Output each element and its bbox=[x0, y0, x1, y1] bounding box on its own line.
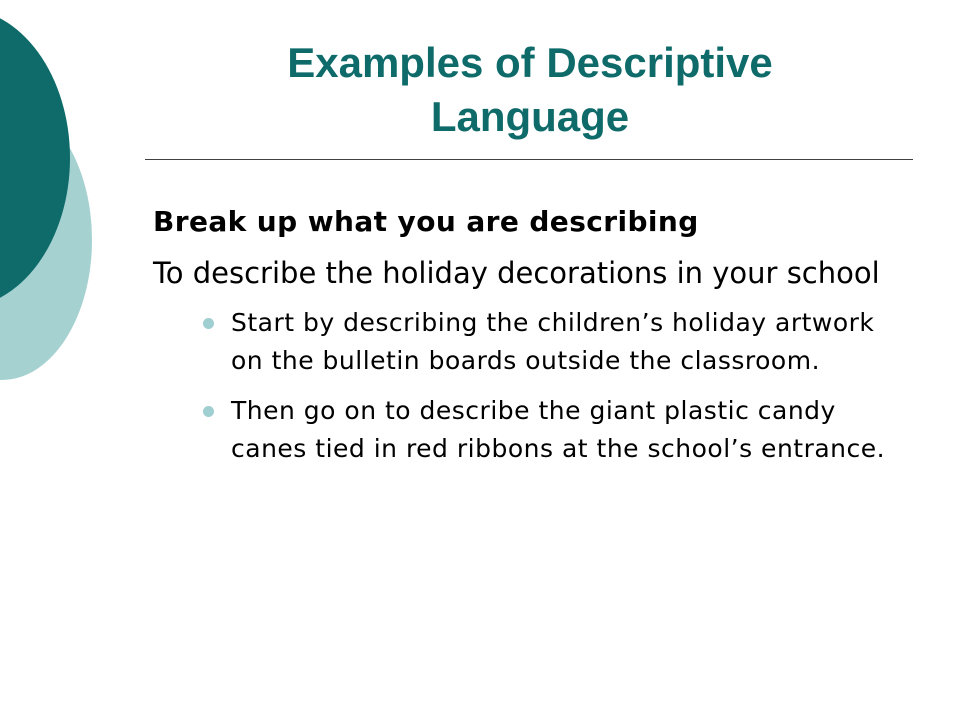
bullet-text: Then go on to describe the giant plastic candy canes tied in red ribbons at the school’s entrance. bbox=[231, 396, 886, 463]
bullet-item bbox=[203, 392, 913, 468]
bullet-item bbox=[203, 304, 913, 380]
slide-title-line-1: Examples of Descriptive bbox=[287, 39, 773, 86]
bullet-list bbox=[153, 304, 913, 468]
slide-title-line-2: Language bbox=[430, 93, 630, 140]
title-divider bbox=[145, 159, 913, 160]
intro-paragraph: To describe the holiday decorations in your school bbox=[153, 256, 880, 290]
bullet-text: Start by describing the children’s holiday artwork on the bulletin boards outside the classroom. bbox=[231, 308, 875, 375]
bullet-dot-icon bbox=[203, 318, 214, 329]
slide-body bbox=[153, 198, 913, 480]
section-heading: Break up what you are describing bbox=[153, 205, 699, 238]
slide-title bbox=[150, 36, 910, 144]
bullet-dot-icon bbox=[203, 406, 214, 417]
